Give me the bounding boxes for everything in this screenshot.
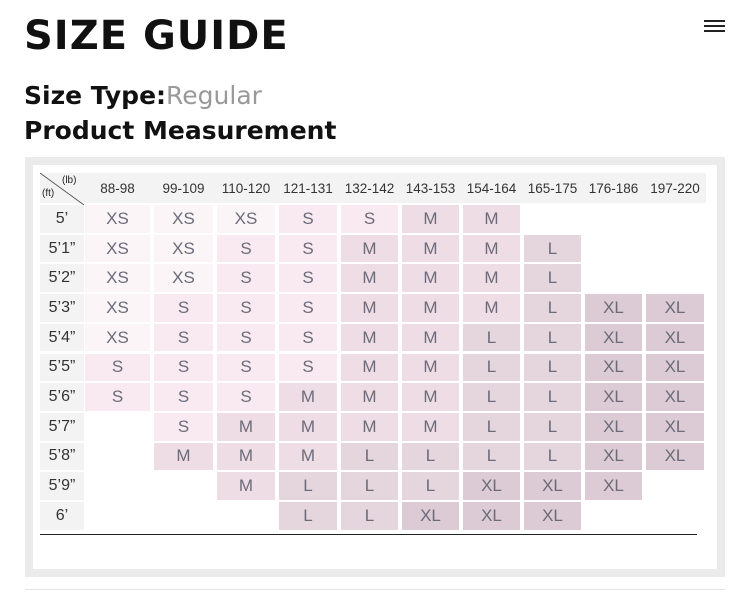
size-cell: M (341, 294, 398, 322)
size-cell: M (279, 383, 337, 411)
size-cell: XL (646, 354, 704, 382)
size-cell: S (341, 205, 398, 233)
size-cell: M (402, 235, 459, 263)
size-cell: S (154, 294, 213, 322)
menu-line (704, 30, 725, 32)
height-label: 6’ (40, 502, 84, 530)
height-label: 5’9” (40, 472, 84, 500)
size-cell: L (341, 502, 398, 530)
size-cell: XL (646, 413, 704, 441)
size-cell: M (402, 294, 459, 322)
size-cell: S (154, 383, 213, 411)
size-cell: S (279, 264, 337, 292)
size-cell: XL (402, 502, 459, 530)
page-title: SIZE GUIDE (24, 13, 289, 59)
size-cell: L (524, 294, 581, 322)
size-cell: S (279, 324, 337, 352)
size-cell: XS (154, 235, 213, 263)
size-cell: S (217, 294, 275, 322)
size-cell: L (524, 383, 581, 411)
section-heading: Product Measurement (24, 116, 337, 145)
size-cell: L (463, 443, 520, 471)
size-cell: L (524, 235, 581, 263)
size-cell: M (402, 324, 459, 352)
size-cell: M (341, 413, 398, 441)
size-cell: XS (85, 294, 150, 322)
height-label: 5’7” (40, 413, 84, 441)
size-cell: L (524, 413, 581, 441)
size-cell: L (279, 472, 337, 500)
size-cell: L (463, 354, 520, 382)
size-cell: XL (585, 354, 642, 382)
size-cell: M (402, 383, 459, 411)
size-cell: XL (646, 443, 704, 471)
weight-header: 132-142 (344, 180, 395, 196)
size-cell: M (217, 472, 275, 500)
size-cell: XL (585, 383, 642, 411)
corner-weight-unit: (lb) (62, 175, 77, 186)
size-cell: S (85, 383, 150, 411)
size-cell: S (279, 354, 337, 382)
size-cell: L (341, 472, 398, 500)
weight-header: 143-153 (405, 180, 456, 196)
size-cell: L (341, 443, 398, 471)
size-cell: M (402, 354, 459, 382)
size-cell: L (463, 413, 520, 441)
size-cell: XL (585, 443, 642, 471)
size-cell: S (85, 354, 150, 382)
weight-header: 99-109 (162, 180, 205, 196)
size-type-label: Size Type: (24, 81, 167, 110)
size-cell: XL (646, 324, 704, 352)
weight-header: 121-131 (283, 180, 333, 196)
size-cell: L (279, 502, 337, 530)
size-cell: M (402, 264, 459, 292)
page-bottom-divider (25, 589, 725, 590)
size-cell: L (524, 264, 581, 292)
size-cell: S (217, 383, 275, 411)
weight-header: 110-120 (221, 180, 271, 196)
size-cell: M (341, 264, 398, 292)
size-cell: XS (217, 205, 275, 233)
size-cell: L (463, 324, 520, 352)
hamburger-menu-icon[interactable] (704, 20, 725, 36)
size-cell: S (154, 413, 213, 441)
height-label: 5’1” (40, 235, 84, 263)
height-label: 5’6” (40, 383, 84, 411)
size-cell: M (341, 324, 398, 352)
height-label: 5’ (40, 205, 84, 233)
size-cell: M (463, 235, 520, 263)
size-cell: XL (585, 294, 642, 322)
size-cell: XS (154, 205, 213, 233)
size-cell: L (524, 443, 581, 471)
size-cell: M (217, 413, 275, 441)
size-cell: S (217, 264, 275, 292)
height-label: 5’3” (40, 294, 84, 322)
size-cell: S (279, 294, 337, 322)
size-type-value: Regular (166, 81, 262, 110)
size-cell: L (463, 383, 520, 411)
size-cell: M (279, 413, 337, 441)
size-cell: M (341, 235, 398, 263)
size-cell: L (402, 443, 459, 471)
size-cell: XL (524, 502, 581, 530)
weight-header: 154-164 (466, 180, 517, 196)
weight-header: 88-98 (100, 180, 135, 196)
size-cell: S (217, 324, 275, 352)
size-cell: S (154, 354, 213, 382)
size-cell: XL (646, 294, 704, 322)
size-cell: XL (646, 383, 704, 411)
corner-height-unit: (ft) (42, 188, 55, 199)
size-cell: XL (585, 413, 642, 441)
weight-header: 197-220 (650, 180, 700, 196)
weight-header: 176-186 (588, 180, 639, 196)
size-cell: L (524, 354, 581, 382)
size-cell: M (341, 354, 398, 382)
size-cell: XS (85, 264, 150, 292)
size-cell: XL (463, 502, 520, 530)
height-label: 5’5” (40, 354, 84, 382)
size-cell: S (279, 235, 337, 263)
size-cell: XL (585, 324, 642, 352)
table-bottom-rule (40, 534, 697, 535)
size-cell: XS (85, 205, 150, 233)
size-cell: L (524, 324, 581, 352)
size-cell: M (341, 383, 398, 411)
weight-header: 165-175 (527, 180, 578, 196)
size-cell: S (279, 205, 337, 233)
size-cell: XS (85, 235, 150, 263)
size-cell: S (217, 354, 275, 382)
height-label: 5’8” (40, 443, 84, 471)
height-label: 5’2” (40, 264, 84, 292)
size-cell: M (463, 294, 520, 322)
size-cell: S (154, 324, 213, 352)
menu-line (704, 20, 725, 22)
size-cell: S (217, 235, 275, 263)
size-cell: M (463, 264, 520, 292)
size-cell: M (279, 443, 337, 471)
size-cell: L (402, 472, 459, 500)
size-cell: M (154, 443, 213, 471)
size-cell: XS (154, 264, 213, 292)
size-cell: M (217, 443, 275, 471)
menu-line (704, 25, 725, 27)
size-cell: M (402, 413, 459, 441)
size-cell: XL (585, 472, 642, 500)
size-cell: M (463, 205, 520, 233)
size-cell: XS (85, 324, 150, 352)
size-cell: XL (463, 472, 520, 500)
height-label: 5’4” (40, 324, 84, 352)
size-cell: M (402, 205, 459, 233)
size-cell: XL (524, 472, 581, 500)
